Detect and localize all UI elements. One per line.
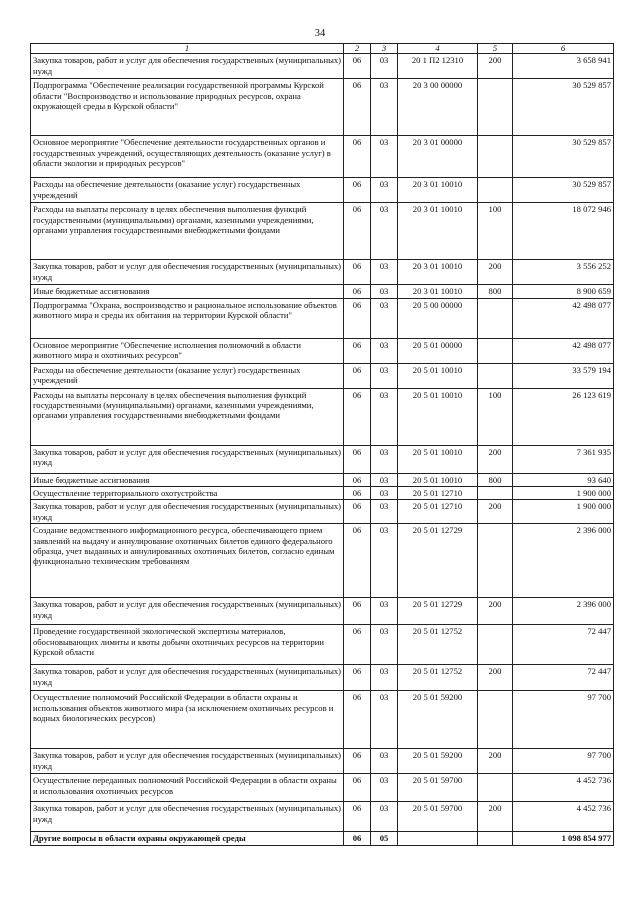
table-row [31,178,614,203]
section-code: 06 [344,79,371,136]
expense-type-code: 800 [478,285,513,298]
target-article-code: 20 5 01 10010 [398,363,478,388]
table-header-row [31,44,614,54]
expense-type-code: 800 [478,473,513,486]
amount-value: 1 900 000 [513,500,614,524]
subsection-code: 03 [371,665,398,691]
table-row [31,774,614,802]
subsection-code: 03 [371,691,398,749]
section-code: 06 [344,298,371,338]
expense-type-code [478,691,513,749]
section-code: 06 [344,749,371,774]
amount-value: 30 529 857 [513,79,614,136]
table-row [31,445,614,473]
table-row [31,473,614,486]
row-label: Другие вопросы в области охраны окружающей среды [31,832,344,846]
subsection-code: 03 [371,298,398,338]
subsection-code: 03 [371,260,398,285]
amount-value: 30 529 857 [513,178,614,203]
subsection-code: 03 [371,524,398,598]
section-code: 06 [344,665,371,691]
table-row [31,338,614,363]
row-label: Осуществление переданных полномочий Российской Федерации в области охраны и использования охотничьих ресурсов [31,774,344,802]
page-number: 34 [314,28,326,39]
amount-value: 2 396 000 [513,598,614,625]
subsection-code: 03 [371,338,398,363]
target-article-code: 20 5 01 59200 [398,749,478,774]
subsection-code: 03 [371,749,398,774]
row-label: Закупка товаров, работ и услуг для обеспечения государственных (муниципальных) нужд [31,54,344,79]
section-code: 06 [344,774,371,802]
target-article-code: 20 3 01 10010 [398,285,478,298]
amount-value: 2 396 000 [513,524,614,598]
amount-value: 30 529 857 [513,136,614,178]
subsection-code: 03 [371,285,398,298]
amount-value: 42 498 077 [513,338,614,363]
expense-type-code [478,298,513,338]
section-code: 06 [344,363,371,388]
section-code: 06 [344,473,371,486]
column-header: 6 [513,44,614,54]
expense-type-code [478,524,513,598]
row-label: Расходы на обеспечение деятельности (оказание услуг) государственных учреждений [31,363,344,388]
target-article-code: 20 5 01 59700 [398,802,478,832]
table-row [31,136,614,178]
expense-type-code [478,136,513,178]
target-article-code: 20 5 01 10010 [398,388,478,445]
row-label: Закупка товаров, работ и услуг для обеспечения государственных (муниципальных) нужд [31,260,344,285]
target-article-code: 20 5 01 12752 [398,625,478,665]
section-code: 06 [344,54,371,79]
section-code: 06 [344,802,371,832]
subsection-code: 03 [371,774,398,802]
row-label: Закупка товаров, работ и услуг для обеспечения государственных (муниципальных) нужд [31,665,344,691]
row-label: Основное мероприятие "Обеспечение исполнения полномочий в области животного мира и охотничьих ресурсов" [31,338,344,363]
amount-value: 1 900 000 [513,487,614,500]
expense-type-code [478,625,513,665]
column-header: 2 [344,44,371,54]
subsection-code: 05 [371,832,398,846]
table-row [31,749,614,774]
column-header: 5 [478,44,513,54]
table-row [31,203,614,260]
table-row [31,832,614,846]
row-label: Закупка товаров, работ и услуг для обеспечения государственных (муниципальных) нужд [31,802,344,832]
amount-value: 8 900 659 [513,285,614,298]
table-row [31,298,614,338]
subsection-code: 03 [371,473,398,486]
table-row [31,802,614,832]
section-code: 06 [344,487,371,500]
amount-value: 4 452 736 [513,802,614,832]
expense-type-code: 100 [478,388,513,445]
table-row [31,363,614,388]
table-row [31,79,614,136]
expense-type-code: 200 [478,598,513,625]
subsection-code: 03 [371,625,398,665]
table-row [31,260,614,285]
section-code: 06 [344,338,371,363]
amount-value: 1 098 854 977 [513,832,614,846]
expense-type-code [478,79,513,136]
amount-value: 97 700 [513,749,614,774]
target-article-code: 20 5 01 12710 [398,500,478,524]
row-label: Расходы на выплаты персоналу в целях обеспечения выполнения функций государственными (муниципальными) органами, казенными учреждениями, органами управления государственными внебюджетными фондами [31,203,344,260]
amount-value: 42 498 077 [513,298,614,338]
row-label: Закупка товаров, работ и услуг для обеспечения государственных (муниципальных) нужд [31,445,344,473]
expense-type-code: 200 [478,445,513,473]
subsection-code: 03 [371,79,398,136]
subsection-code: 03 [371,487,398,500]
row-label: Проведение государственной экологической экспертизы материалов, обосновывающих лимиты и квоты добычи охотничьих ресурсов на территории Курской области [31,625,344,665]
target-article-code: 20 5 00 00000 [398,298,478,338]
row-label: Осуществление территориального охотустройства [31,487,344,500]
expense-type-code: 200 [478,500,513,524]
row-label: Иные бюджетные ассигнования [31,473,344,486]
subsection-code: 03 [371,598,398,625]
expense-type-code: 100 [478,203,513,260]
expense-type-code: 200 [478,802,513,832]
amount-value: 3 556 252 [513,260,614,285]
subsection-code: 03 [371,445,398,473]
table-row [31,54,614,79]
column-header: 3 [371,44,398,54]
target-article-code: 20 5 01 12710 [398,487,478,500]
row-label: Закупка товаров, работ и услуг для обеспечения государственных (муниципальных) нужд [31,598,344,625]
section-code: 06 [344,388,371,445]
expense-type-code [478,832,513,846]
target-article-code: 20 5 01 12729 [398,598,478,625]
row-label: Осуществление полномочий Российской Федерации в области охраны и использования объектов животного мира (за исключением охотничьих ресурсов и водных биологических ресурсов) [31,691,344,749]
section-code: 06 [344,524,371,598]
amount-value: 7 361 935 [513,445,614,473]
section-code: 06 [344,445,371,473]
amount-value: 72 447 [513,625,614,665]
column-header: 1 [31,44,344,54]
expense-type-code: 200 [478,54,513,79]
section-code: 06 [344,691,371,749]
subsection-code: 03 [371,363,398,388]
target-article-code: 20 3 00 00000 [398,79,478,136]
subsection-code: 03 [371,136,398,178]
section-code: 06 [344,500,371,524]
table-row [31,691,614,749]
amount-value: 26 123 619 [513,388,614,445]
table-row [31,598,614,625]
amount-value: 97 700 [513,691,614,749]
target-article-code: 20 1 П2 12310 [398,54,478,79]
subsection-code: 03 [371,500,398,524]
section-code: 06 [344,203,371,260]
row-label: Иные бюджетные ассигнования [31,285,344,298]
table-row [31,500,614,524]
table-row [31,665,614,691]
expense-type-code [478,487,513,500]
target-article-code [398,832,478,846]
target-article-code: 20 5 01 10010 [398,445,478,473]
expense-type-code: 200 [478,260,513,285]
row-label: Подпрограмма "Обеспечение реализации государственной программы Курской области "Воспроизводство и использование природных ресурсов, охрана окружающей среды в Курской области" [31,79,344,136]
subsection-code: 03 [371,203,398,260]
target-article-code: 20 5 01 12752 [398,665,478,691]
expense-type-code: 200 [478,665,513,691]
row-label: Закупка товаров, работ и услуг для обеспечения государственных (муниципальных) нужд [31,749,344,774]
row-label: Расходы на обеспечение деятельности (оказание услуг) государственных учреждений [31,178,344,203]
subsection-code: 03 [371,388,398,445]
section-code: 06 [344,625,371,665]
table-row [31,625,614,665]
table-row [31,285,614,298]
row-label: Подпрограмма "Охрана, воспроизводство и рациональное использование объектов животного мира и среды их обитания на территории Курской области" [31,298,344,338]
amount-value: 4 452 736 [513,774,614,802]
row-label: Основное мероприятие "Обеспечение деятельности государственных органов и государственных учреждений, осуществляющих деятельность (оказание услуг) в области экологии и природных ресурсов" [31,136,344,178]
target-article-code: 20 3 01 10010 [398,178,478,203]
section-code: 06 [344,832,371,846]
target-article-code: 20 3 01 00000 [398,136,478,178]
table-row [31,487,614,500]
amount-value: 93 640 [513,473,614,486]
amount-value: 72 447 [513,665,614,691]
target-article-code: 20 5 01 59200 [398,691,478,749]
section-code: 06 [344,598,371,625]
column-header: 4 [398,44,478,54]
expense-type-code [478,774,513,802]
table-row [31,388,614,445]
row-label: Создание ведомственного информационного ресурса, обеспечивающего прием заявлений на выдачу и аннулирование охотничьих билетов единого федерального образца, учет выданных и аннулированных охотничьих билетов, согласно единым функционально техническим требованиям [31,524,344,598]
target-article-code: 20 5 01 10010 [398,473,478,486]
subsection-code: 03 [371,178,398,203]
table-row [31,524,614,598]
row-label: Расходы на выплаты персоналу в целях обеспечения выполнения функций государственными (муниципальными) органами, казенными учреждениями, органами управления государственными внебюджетными фондами [31,388,344,445]
amount-value: 18 072 946 [513,203,614,260]
expense-type-code [478,338,513,363]
section-code: 06 [344,136,371,178]
subsection-code: 03 [371,802,398,832]
expense-type-code [478,363,513,388]
expense-type-code: 200 [478,749,513,774]
budget-table [30,43,614,846]
target-article-code: 20 5 01 12729 [398,524,478,598]
subsection-code: 03 [371,54,398,79]
target-article-code: 20 5 01 59700 [398,774,478,802]
amount-value: 33 579 194 [513,363,614,388]
section-code: 06 [344,178,371,203]
target-article-code: 20 5 01 00000 [398,338,478,363]
expense-type-code [478,178,513,203]
row-label: Закупка товаров, работ и услуг для обеспечения государственных (муниципальных) нужд [31,500,344,524]
target-article-code: 20 3 01 10010 [398,203,478,260]
section-code: 06 [344,260,371,285]
target-article-code: 20 3 01 10010 [398,260,478,285]
amount-value: 3 658 941 [513,54,614,79]
section-code: 06 [344,285,371,298]
